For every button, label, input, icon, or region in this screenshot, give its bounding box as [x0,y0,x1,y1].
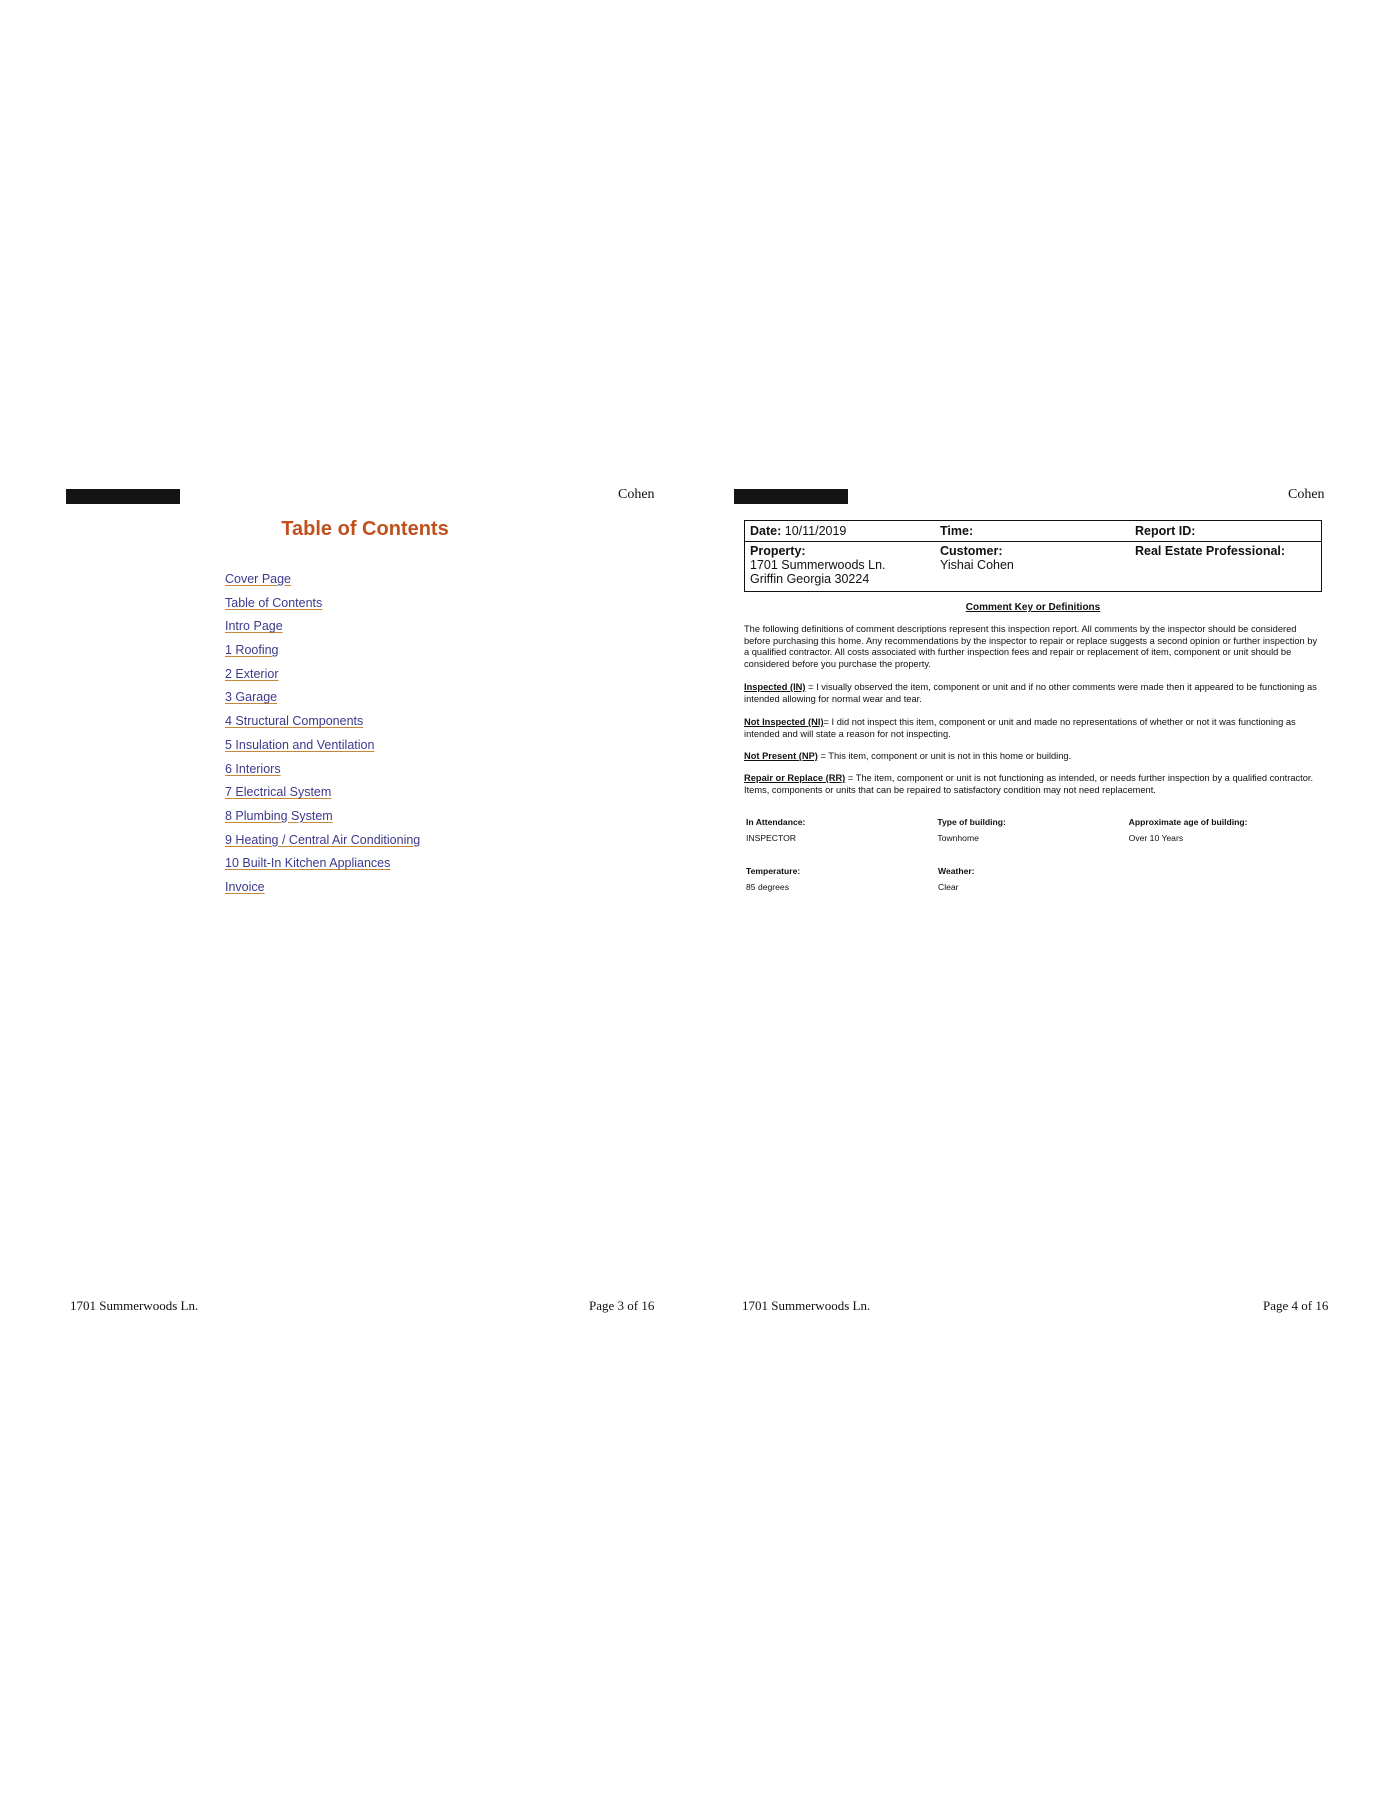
property-label: Property: [750,544,806,558]
definition-not-present [744,751,1322,763]
definition-text: = I visually observed the item, component or unit and if no other comments were made then it appeared to be functioning as intended allowing for normal wear and tear. [744,682,1317,704]
toc-link-interiors[interactable]: 6 Interiors [225,761,281,776]
time-cell [935,524,1130,538]
comment-key-title: Comment Key or Definitions [965,602,1101,613]
toc-item [225,783,420,807]
definition-term: Inspected (IN) [744,682,806,692]
weather-label: Weather: [938,866,975,876]
toc-link-table-of-contents[interactable]: Table of Contents [225,595,323,610]
toc-item [225,760,420,784]
toc-link-heating-air[interactable]: 9 Heating / Central Air Conditioning [225,832,421,847]
customer-label: Customer: [940,544,1003,558]
definition-repair-replace [744,773,1322,796]
definition-text: = I did not inspect this item, component or unit and made no representations of whether or not it was functioning as intended and will state a reason for not inspecting. [744,717,1296,739]
attendance-label: In Attendance: [746,817,806,827]
toc-link-intro-page[interactable]: Intro Page [225,619,283,634]
temperature-value: 85 degrees [746,882,790,892]
building-age-value: Over 10 Years [1128,833,1184,843]
footer-page-number: Page 4 of 16 [1263,1298,1329,1313]
definition-inspected [744,682,1322,705]
temperature-label: Temperature: [746,866,801,876]
toc-item [225,617,420,641]
building-type-value: Townhome [937,833,979,843]
toc-link-invoice[interactable]: Invoice [225,879,265,894]
info-row-date [745,521,1321,542]
attributes-row-1 [746,817,1320,843]
toc-link-electrical-system[interactable]: 7 Electrical System [225,785,332,800]
definition-text: = The item, component or unit is not functioning as intended, or needs further inspection by a qualified contractor. Items, components or units that can be repaired to satisfactory condition may not need replacement. [744,773,1314,795]
toc-item [225,854,420,878]
footer-address: 1701 Summerwoods Ln. [742,1298,871,1313]
toc-item [225,570,420,594]
building-age-label: Approximate age of building: [1128,817,1248,827]
attendance-field [746,817,937,843]
toc-item [225,641,420,665]
redacted-block [734,489,848,504]
toc-item [225,594,420,618]
header-name: Cohen [618,487,655,502]
date-value: 10/11/2019 [784,524,847,538]
building-type-field [937,817,1128,843]
page-left [0,0,680,1800]
footer-address: 1701 Summerwoods Ln. [70,1298,199,1313]
agent-label: Real Estate Professional: [1135,544,1286,558]
agent-cell [1130,544,1321,591]
property-line2: Griffin Georgia 30224 [750,572,870,586]
toc-link-cover-page[interactable]: Cover Page [225,572,292,586]
toc-link-plumbing-system[interactable]: 8 Plumbing System [225,808,333,823]
weather-field [938,866,1130,892]
definition-not-inspected [744,717,1322,740]
building-age-field [1129,817,1320,843]
toc-item [225,831,420,855]
definition-term: Not Inspected (NI) [744,717,824,727]
toc-link-exterior[interactable]: 2 Exterior [225,666,279,681]
definition-text: = This item, component or unit is not in this home or building. [817,751,1072,761]
toc-title: Table of Contents [281,518,449,540]
toc-link-kitchen-appliances[interactable]: 10 Built-In Kitchen Appliances [225,856,391,871]
toc-item [225,736,420,760]
building-type-label: Type of building: [937,817,1006,827]
temperature-field [746,866,938,892]
date-label: Date: [750,524,782,538]
report-info-table [744,520,1322,592]
toc-link-structural-components[interactable]: 4 Structural Components [225,714,364,729]
toc-link-insulation-ventilation[interactable]: 5 Insulation and Ventilation [225,737,375,752]
weather-value: Clear [938,882,959,892]
property-line1: 1701 Summerwoods Ln. [750,558,886,572]
toc-link-garage[interactable]: 3 Garage [225,690,278,705]
page-right [668,0,1348,1800]
info-row-property [745,542,1321,591]
report-id-label: Report ID: [1135,524,1196,538]
attendance-value: INSPECTOR [746,833,796,843]
toc-item [225,712,420,736]
property-cell [745,544,935,591]
redacted-block [66,489,180,504]
toc-list [225,570,420,902]
definition-term: Repair or Replace (RR) [744,773,846,783]
toc-item [225,807,420,831]
customer-value: Yishai Cohen [940,558,1014,572]
customer-cell [935,544,1130,591]
attributes-row-2 [746,866,1320,892]
time-label: Time: [940,524,974,538]
toc-item [225,665,420,689]
definition-term: Not Present (NP) [744,751,818,761]
intro-paragraph: The following definitions of comment descriptions represent this inspection report. All comments by the inspector should be considered before purchasing this home. Any recommendations by the inspector to repair or replace suggests a second opinion or further inspection by a qualified contractor. All costs associated with further inspection fees and repair or replacement of item, component or unit should be considered before you purchase the property. [744,624,1318,669]
toc-link-roofing[interactable]: 1 Roofing [225,643,279,658]
footer-page-number: Page 3 of 16 [589,1298,655,1313]
toc-item [225,878,420,902]
report-id-cell [1130,524,1321,538]
header-name: Cohen [1288,487,1325,502]
toc-item [225,688,420,712]
date-cell [745,524,935,538]
